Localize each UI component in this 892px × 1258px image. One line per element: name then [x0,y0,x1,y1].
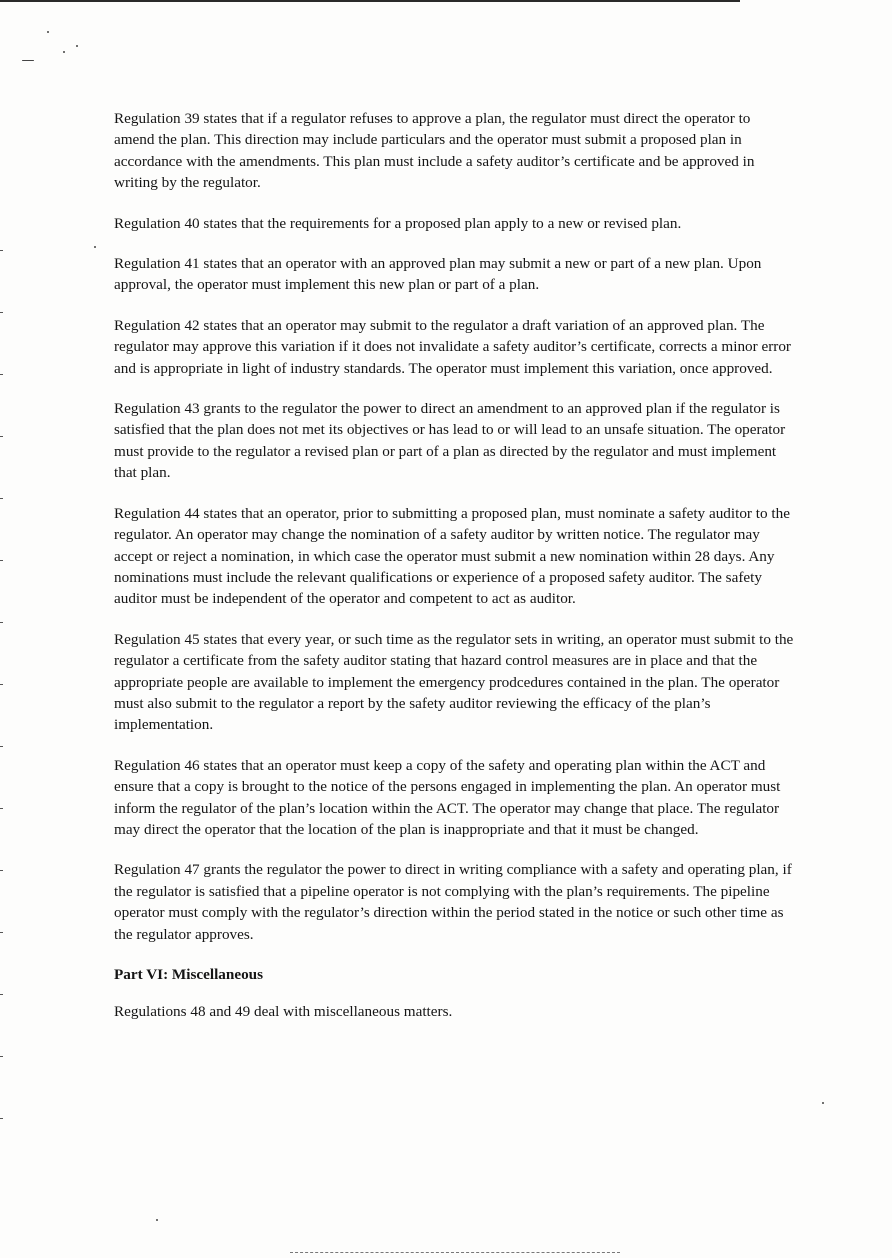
scan-speck [76,45,78,47]
paragraph-regulation-39: Regulation 39 states that if a regulator refuses to approve a plan, the regulator must direct the operator to amend the plan. This direction may include particulars and the operator must submit a proposed plan in accordance with the amendments. This plan must include a safety auditor’s certificate and be approved in writing by the regulator. [114,110,755,192]
section-heading-part-vi: Part VI: Miscellaneous [114,966,264,983]
scan-edge-line-top [0,0,740,2]
paragraph-regulation-47: Regulation 47 grants the regulator the power to direct in writing compliance with a safety and operating plan, if the regulator is satisfied that a pipeline operator is not complying with the plan’s requirements. The pipeline operator must comply with the regulator’s direction within the period stated in the notice or such other time as the regulator approves. [114,861,792,943]
scan-speck [63,51,65,53]
paragraph-regulation-46: Regulation 46 states that an operator must keep a copy of the safety and operating plan within the ACT and ensure that a copy is brought to the notice of the persons engaged in implementing the plan. An operator must inform the regulator of the plan’s location within the ACT. The operator may change that place. The regulator may direct the operator that the location of the plan is inappropriate and that it must be changed. [114,756,781,838]
scan-speck [94,246,96,248]
paragraph-regulation-45: Regulation 45 states that every year, or such time as the regulator sets in writing, an operator must submit to the regulator a certificate from the safety auditor stating that hazard control measures are in place and that the appropriate people are available to implement the emergency prodcedures contained in the plan. The operator must also submit to the regulator a report by the safety auditor reviewing the efficacy of the plan’s implementation. [114,630,794,734]
scan-speck [47,31,49,33]
paragraph-regulations-48-49: Regulations 48 and 49 deal with miscellaneous matters. [114,1003,453,1021]
paragraph-regulation-44: Regulation 44 states that an operator, prior to submitting a proposed plan, must nominate a safety auditor to the regulator. An operator may change the nomination of a safety auditor by written notice. The regulator may accept or reject a nomination, in which case the operator must submit a new nomination within 28 days. Any nominations must include the relevant qualifications or experience of a proposed safety auditor. The safety auditor must be independent of the operator and competent to act as auditor. [114,504,790,608]
scan-speck [156,1219,158,1221]
scan-edge-line-bottom [290,1252,620,1254]
paragraph-regulation-43: Regulation 43 grants to the regulator the power to direct an amendment to an approved plan if the regulator is satisfied that the plan does not met its objectives or has lead to or will lead to an unsafe situation. The operator must provide to the regulator a revised plan or part of a plan as directed by the regulator and must implement that plan. [114,400,786,482]
paragraph-regulation-42: Regulation 42 states that an operator may submit to the regulator a draft variation of an approved plan. The regulator may approve this variation if it does not invalidate a safety auditor’s certificate, corrects a minor error and is appropriate in light of industry standards. The operator must implement this variation, once approved. [114,316,791,377]
scan-speck [22,60,34,61]
scan-edge-marks-left [0,250,3,1150]
paragraph-regulation-41: Regulation 41 states that an operator with an approved plan may submit a new or part of a new plan. Upon approval, the operator must implement this new plan or part of a plan. [114,255,762,294]
paragraph-regulation-40: Regulation 40 states that the requirements for a proposed plan apply to a new or revised plan. [114,214,682,232]
document-body [114,108,794,1042]
scan-speck [822,1102,824,1104]
